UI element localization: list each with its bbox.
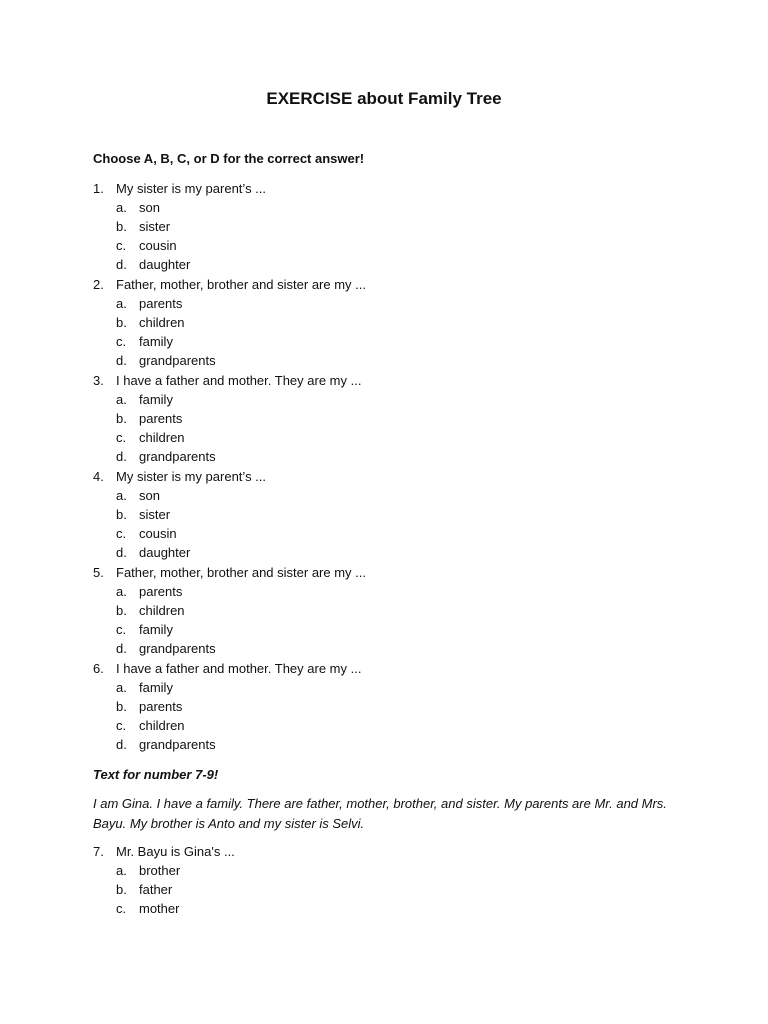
option-text: children — [139, 430, 185, 445]
option-letter: c. — [116, 334, 127, 349]
option-letter: a. — [116, 200, 127, 215]
option-7b — [116, 880, 172, 899]
option-5d — [116, 639, 216, 658]
option-letter: c. — [116, 718, 127, 733]
question-number: 2. — [93, 277, 104, 292]
question-number: 1. — [93, 181, 104, 196]
option-text: son — [139, 200, 160, 215]
option-3d — [116, 447, 216, 466]
question-number: 3. — [93, 373, 104, 388]
option-text: father — [139, 882, 173, 897]
option-text: family — [139, 622, 173, 637]
option-text: parents — [139, 699, 183, 714]
option-text: parents — [139, 584, 183, 599]
option-text: grandparents — [139, 641, 216, 656]
option-2d — [116, 351, 216, 370]
option-1a — [116, 198, 160, 217]
option-letter: c. — [116, 622, 127, 637]
option-text: cousin — [139, 238, 177, 253]
option-3c — [116, 428, 185, 447]
option-1d — [116, 255, 190, 274]
question-3 — [93, 371, 361, 390]
option-letter: b. — [116, 219, 127, 234]
question-number: 5. — [93, 565, 104, 580]
option-4c — [116, 524, 177, 543]
option-text: grandparents — [139, 737, 216, 752]
option-5b — [116, 601, 185, 620]
option-letter: c. — [116, 526, 127, 541]
option-text: family — [139, 392, 173, 407]
option-text: parents — [139, 411, 183, 426]
option-5a — [116, 582, 182, 601]
option-letter: d. — [116, 737, 127, 752]
option-letter: b. — [116, 603, 127, 618]
option-letter: d. — [116, 353, 127, 368]
question-1 — [93, 179, 266, 198]
question-4 — [93, 467, 266, 486]
question-7 — [93, 842, 235, 861]
option-letter: a. — [116, 680, 127, 695]
option-text: grandparents — [139, 353, 216, 368]
option-text: children — [139, 718, 185, 733]
option-6d — [116, 735, 216, 754]
question-2 — [93, 275, 366, 294]
option-7a — [116, 861, 180, 880]
option-letter: d. — [116, 449, 127, 464]
reading-passage: I am Gina. I have a family. There are father, mother, brother, and sister. My parents are Mr. and Mrs. Bayu. My brother is Anto and my sister is Selvi. — [93, 796, 667, 831]
option-text: family — [139, 334, 173, 349]
passage-heading: Text for number 7-9! — [93, 767, 219, 782]
option-6b — [116, 697, 182, 716]
option-text: brother — [139, 863, 181, 878]
question-6 — [93, 659, 361, 678]
question-text: I have a father and mother. They are my ... — [116, 661, 362, 676]
option-letter: b. — [116, 507, 127, 522]
option-6a — [116, 678, 173, 697]
question-text: I have a father and mother. They are my ... — [116, 373, 362, 388]
option-text: sister — [139, 507, 171, 522]
question-5 — [93, 563, 366, 582]
question-text: My sister is my parent’s ... — [116, 181, 267, 196]
option-4a — [116, 486, 160, 505]
question-number: 7. — [93, 844, 104, 859]
option-letter: a. — [116, 488, 127, 503]
question-number: 4. — [93, 469, 104, 484]
option-letter: b. — [116, 411, 127, 426]
option-letter: d. — [116, 545, 127, 560]
option-7c — [116, 899, 179, 918]
option-1b — [116, 217, 170, 236]
option-text: cousin — [139, 526, 177, 541]
option-letter: c. — [116, 430, 127, 445]
option-letter: a. — [116, 584, 127, 599]
option-text: children — [139, 603, 185, 618]
option-text: daughter — [139, 257, 191, 272]
option-letter: b. — [116, 699, 127, 714]
option-letter: a. — [116, 392, 127, 407]
option-3a — [116, 390, 173, 409]
page-title: EXERCISE about Family Tree — [266, 89, 502, 108]
option-letter: b. — [116, 882, 127, 897]
option-4d — [116, 543, 190, 562]
option-text: sister — [139, 219, 171, 234]
option-text: son — [139, 488, 160, 503]
question-text: Father, mother, brother and sister are my ... — [116, 277, 366, 292]
option-letter: a. — [116, 863, 127, 878]
option-letter: d. — [116, 641, 127, 656]
option-5c — [116, 620, 173, 639]
option-text: family — [139, 680, 173, 695]
option-letter: b. — [116, 315, 127, 330]
option-6c — [116, 716, 185, 735]
option-4b — [116, 505, 170, 524]
question-text: Mr. Bayu is Gina's ... — [116, 844, 235, 859]
option-text: grandparents — [139, 449, 216, 464]
option-text: mother — [139, 901, 180, 916]
option-text: children — [139, 315, 185, 330]
option-letter: c. — [116, 238, 127, 253]
option-2b — [116, 313, 185, 332]
question-text: Father, mother, brother and sister are my ... — [116, 565, 366, 580]
option-3b — [116, 409, 182, 428]
option-letter: d. — [116, 257, 127, 272]
option-text: daughter — [139, 545, 191, 560]
question-text: My sister is my parent’s ... — [116, 469, 267, 484]
instruction: Choose A, B, C, or D for the correct answer! — [93, 151, 365, 166]
option-letter: c. — [116, 901, 127, 916]
option-letter: a. — [116, 296, 127, 311]
question-number: 6. — [93, 661, 104, 676]
option-2a — [116, 294, 182, 313]
option-text: parents — [139, 296, 183, 311]
option-1c — [116, 236, 177, 255]
option-2c — [116, 332, 173, 351]
